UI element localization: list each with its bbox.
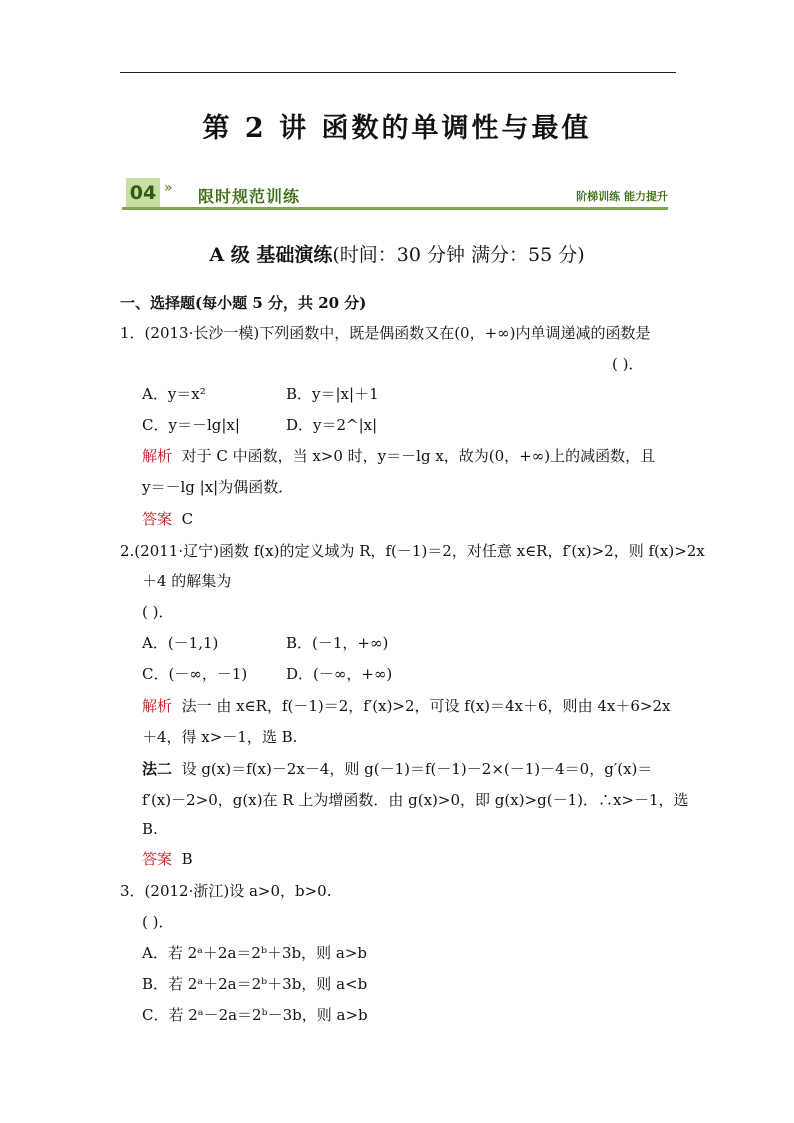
q1-explanation-label: 解析 bbox=[142, 447, 173, 465]
q3-option-c: C．若 2ᵃ－2a＝2ᵇ－3b，则 a>b bbox=[142, 1006, 368, 1024]
q3-blank: ( )． bbox=[142, 913, 174, 931]
q2-option-c: C．(－∞，－1) bbox=[142, 665, 248, 683]
q3-option-a: A．若 2ᵃ＋2a＝2ᵇ＋3b，则 a>b bbox=[142, 944, 367, 962]
q2-answer-label: 答案 bbox=[142, 850, 173, 868]
q2-option-d: D．(－∞，+∞) bbox=[286, 665, 393, 683]
level-title: A 级 基础演练 bbox=[209, 244, 333, 266]
q1-explanation-cont: y＝－lg |x|为偶函数． bbox=[142, 478, 294, 496]
q2-method2-label: 法二 bbox=[142, 760, 173, 778]
q3-option-b: B．若 2ᵃ＋2a＝2ᵇ＋3b，则 a<b bbox=[142, 975, 368, 993]
q2-method1-cont: ＋4，得 x>－1，选 B. bbox=[142, 728, 298, 746]
q2-method2-cont: f′(x)－2>0，g(x)在 R 上为增函数．由 g(x)>0，即 g(x)>g(－1)．∴x>－1，选 bbox=[142, 791, 689, 809]
q2-option-a: A．(－1,1) bbox=[142, 634, 219, 652]
banner-subtitle: 阶梯训练 能力提升 bbox=[576, 190, 668, 203]
banner-rule bbox=[122, 207, 668, 210]
q1-option-d: D．y＝2^|x| bbox=[286, 416, 378, 434]
q1-option-b: B．y＝|x|＋1 bbox=[286, 385, 379, 403]
section-banner bbox=[122, 178, 668, 210]
chevron-icon: » bbox=[164, 180, 173, 196]
q1-answer-label: 答案 bbox=[142, 510, 173, 528]
q1-explanation: 解析 对于 C 中函数，当 x>0 时，y＝－lg x，故为(0，+∞)上的减函数，且 bbox=[142, 447, 656, 465]
q2-method2: 法二 设 g(x)＝f(x)－2x－4，则 g(－1)＝f(－1)－2×(－1)－4＝0，g′(x)＝ bbox=[142, 760, 653, 778]
q1-stem: 1．(2013·长沙一模)下列函数中，既是偶函数又在(0，+∞)内单调递减的函数是 bbox=[120, 324, 651, 342]
q2-blank: ( )． bbox=[142, 603, 174, 621]
level-heading bbox=[0, 240, 794, 267]
banner-badge: 04 bbox=[126, 178, 160, 208]
q2-stem: 2.(2011·辽宁)函数 f(x)的定义域为 R，f(－1)＝2，对任意 x∈R，f′(x)>2，则 f(x)>2x bbox=[120, 542, 705, 560]
q2-method2-end: B. bbox=[142, 820, 158, 838]
q2-stem-cont: ＋4 的解集为 bbox=[142, 572, 232, 590]
q1-option-a: A．y＝x² bbox=[142, 385, 206, 403]
q3-stem: 3．(2012·浙江)设 a>0，b>0. bbox=[120, 882, 332, 900]
level-detail: (时间：30 分钟 满分：55 分) bbox=[332, 244, 585, 266]
banner-label: 限时规范训练 bbox=[198, 187, 301, 206]
q2-explanation-label: 解析 bbox=[142, 697, 173, 715]
q2-answer: 答案 B bbox=[142, 850, 193, 868]
q1-blank: ( )． bbox=[612, 355, 644, 373]
page-title: 第 2 讲 函数的单调性与最值 bbox=[202, 113, 592, 144]
section-heading: 一、选择题(每小题 5 分，共 20 分) bbox=[120, 294, 367, 312]
q1-option-c: C．y＝－lg|x| bbox=[142, 416, 240, 434]
q2-explanation: 解析 法一 由 x∈R，f(－1)＝2，f′(x)>2，可设 f(x)＝4x＋6，则由 4x＋6>2x bbox=[142, 697, 671, 715]
q1-answer: 答案 C bbox=[142, 510, 194, 528]
q2-option-b: B．(－1，+∞) bbox=[286, 634, 389, 652]
header-rule bbox=[120, 72, 676, 73]
